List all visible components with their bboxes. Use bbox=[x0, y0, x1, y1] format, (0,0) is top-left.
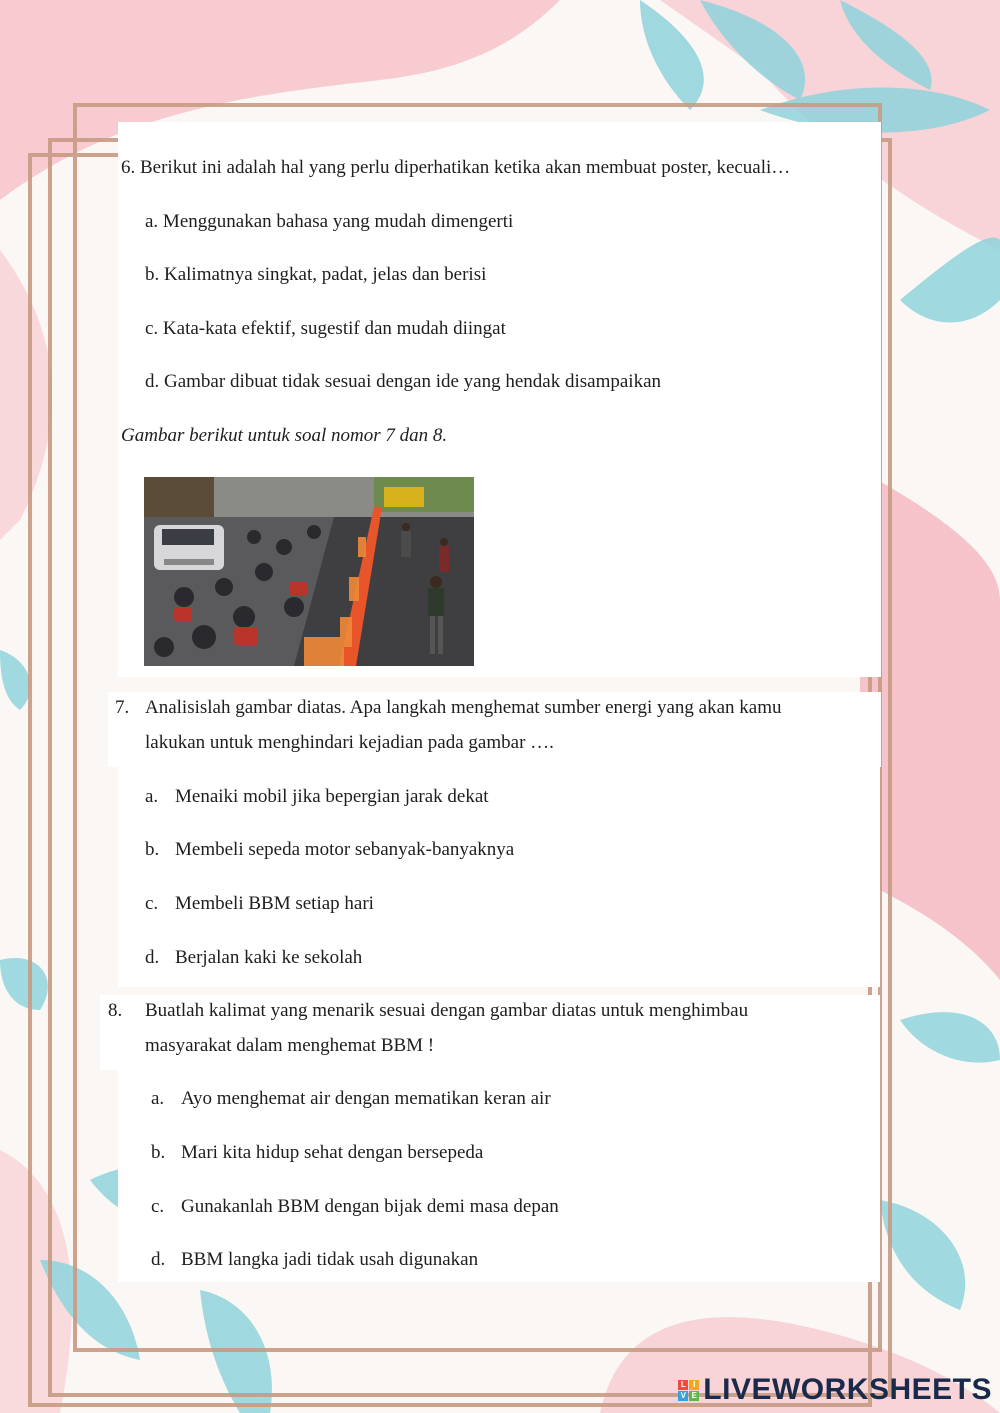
question-8-option-d[interactable]: BBM langka jadi tidak usah digunakan bbox=[181, 1249, 479, 1270]
question-7-option-d-letter: d. bbox=[145, 947, 160, 968]
liveworksheets-logo[interactable] bbox=[678, 1373, 992, 1407]
question-6-stem: 6. Berikut ini adalah hal yang perlu diperhatikan ketika akan membuat poster, kecuali… bbox=[121, 157, 791, 178]
question-7-option-c-letter: c. bbox=[145, 893, 159, 914]
question-6-option-b[interactable]: b. Kalimatnya singkat, padat, jelas dan berisi bbox=[145, 264, 487, 285]
question-6-option-a[interactable]: a. Menggunakan bahasa yang mudah dimengerti bbox=[145, 211, 514, 232]
traffic-jam-photo bbox=[144, 477, 474, 666]
question-8-stem-line1: Buatlah kalimat yang menarik sesuai dengan gambar diatas untuk menghimbau bbox=[145, 1000, 749, 1021]
question-8-number: 8. bbox=[108, 1000, 123, 1021]
question-6-option-d[interactable]: d. Gambar dibuat tidak sesuai dengan ide yang hendak disampaikan bbox=[145, 371, 662, 392]
question-7-option-c[interactable]: Membeli BBM setiap hari bbox=[175, 893, 374, 914]
question-7-option-b[interactable]: Membeli sepeda motor sebanyak-banyaknya bbox=[175, 839, 515, 860]
question-8-option-b-letter: b. bbox=[151, 1142, 166, 1163]
logo-mark-icon: L I V E bbox=[678, 1380, 699, 1401]
question-7-option-a-letter: a. bbox=[145, 786, 159, 807]
question-8-option-a-letter: a. bbox=[151, 1088, 165, 1109]
question-7-option-b-letter: b. bbox=[145, 839, 160, 860]
question-8-option-b[interactable]: Mari kita hidup sehat dengan bersepeda bbox=[181, 1142, 484, 1163]
question-7-option-a[interactable]: Menaiki mobil jika bepergian jarak dekat bbox=[175, 786, 489, 807]
question-6-option-c[interactable]: c. Kata-kata efektif, sugestif dan mudah diingat bbox=[145, 318, 506, 339]
logo-wordmark: LIVEWORKSHEETS bbox=[703, 1373, 992, 1406]
question-8-stem-line2: masyarakat dalam menghemat BBM ! bbox=[145, 1035, 435, 1056]
question-8-option-d-letter: d. bbox=[151, 1249, 166, 1270]
question-7-stem-line1: Analisislah gambar diatas. Apa langkah menghemat sumber energi yang akan kamu bbox=[145, 697, 782, 718]
question-8-option-c-letter: c. bbox=[151, 1196, 165, 1217]
question-7-stem-line2: lakukan untuk menghindari kejadian pada gambar …. bbox=[145, 732, 554, 753]
question-7-number: 7. bbox=[115, 697, 130, 718]
question-8-option-a[interactable]: Ayo menghemat air dengan mematikan keran air bbox=[181, 1088, 551, 1109]
question-8-option-c[interactable]: Gunakanlah BBM dengan bijak demi masa depan bbox=[181, 1196, 559, 1217]
question-7-option-d[interactable]: Berjalan kaki ke sekolah bbox=[175, 947, 363, 968]
image-caption: Gambar berikut untuk soal nomor 7 dan 8. bbox=[121, 425, 448, 446]
